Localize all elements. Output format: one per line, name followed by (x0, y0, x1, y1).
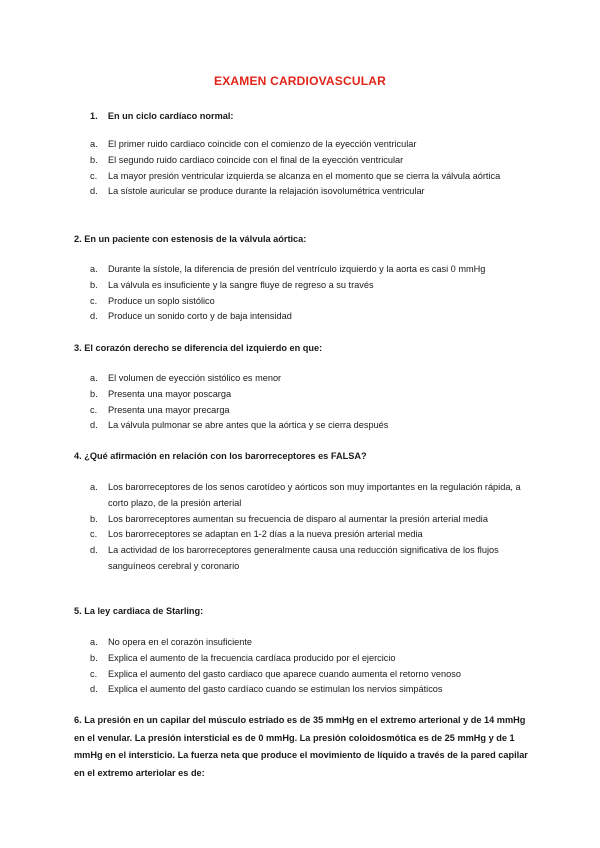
question-text: La ley cardiaca de Starling: (84, 606, 204, 616)
question-number: 4. (74, 451, 82, 461)
option-c: c. Presenta una mayor precarga (90, 404, 230, 415)
question-3 (74, 340, 544, 357)
option-d: d. La sístole auricular se produce durante la relajación isovolumétrica ventricular (90, 186, 425, 197)
option-b: b. Los barorreceptores aumentan su frecuencia de disparo al aumentar la presión arterial media (90, 513, 488, 524)
option-a: a. El primer ruido cardiaco coincide con el comienzo de la eyección ventricular (90, 139, 417, 149)
option-c: c. Explica el aumento del gasto cardiaco que aparece cuando aumenta el retorno venoso (90, 668, 461, 679)
option-a: a. Durante la sístole, la diferencia de presión del ventrículo izquierdo y la aorta es casi 0 mmHg (90, 264, 486, 274)
question-1-options (90, 137, 542, 200)
option-a: a. El volumen de eyección sistólico es menor (90, 373, 282, 383)
option-d: d. Explica el aumento del gasto cardíaco cuando se estimulan los nervios simpáticos (90, 684, 443, 695)
question-text: ¿Qué afirmación en relación con los barorreceptores es FALSA? (84, 451, 367, 461)
option-c: c. La mayor presión ventricular izquierda se alcanza en el momento que se cierra la válvula aórtica (90, 170, 501, 181)
question-6 (74, 712, 530, 782)
question-2 (74, 231, 544, 248)
question-text: En un ciclo cardíaco normal: (107, 111, 234, 121)
option-b: b. Explica el aumento de la frecuencia cardíaca producido por el ejercicio (90, 652, 396, 663)
question-4-options (90, 480, 542, 575)
option-b: b. El segundo ruido cardiaco coincide con el final de la eyección ventricular (90, 154, 404, 165)
question-3-options (90, 371, 542, 434)
question-number: 3. (74, 343, 82, 353)
question-5 (74, 603, 544, 620)
question-number: 2. (74, 234, 82, 244)
option-d: d. Produce un sonido corto y de baja intensidad (90, 311, 292, 322)
question-1 (90, 108, 560, 125)
option-b: b. Presenta una mayor poscarga (90, 388, 232, 399)
option-c: c. Produce un soplo sistólico (90, 295, 215, 306)
question-2-options (90, 262, 542, 325)
question-5-options (90, 635, 542, 698)
option-b: b. La válvula es insuficiente y la sangre fluye de regreso a su través (90, 279, 374, 290)
option-c: c. Los barorreceptores se adaptan en 1-2 días a la nueva presión arterial media (90, 529, 423, 540)
option-a: a. No opera en el corazón insuficiente (90, 637, 253, 647)
question-number: 6. (74, 715, 82, 725)
question-4 (74, 448, 544, 465)
question-number: 5. (74, 606, 82, 616)
question-text: El corazón derecho se diferencia del izquierdo en que: (84, 343, 323, 353)
question-text: En un paciente con estenosis de la válvula aórtica: (84, 234, 307, 244)
option-a: a. Los barorreceptores de los senos carotídeo y aórticos son muy importantes en la regulación rápida, a corto plazo, de la presión arterial (90, 482, 521, 508)
question-text: La presión en un capilar del músculo estriado es de 35 mmHg en el extremo arterional y de 14 mmHg en el venular. La presión intersticial es de 0 mmHg. La presión coloidosmótica es de 25 mmHg y de 1 mmHg en el intersticio. La fuerza neta que produce el movimiento de líquido a través de la pared capilar en el extremo arteriolar es de: (74, 715, 528, 778)
exam-title: EXAMEN CARDIOVASCULAR (214, 74, 386, 88)
option-d: d. La válvula pulmonar se abre antes que la aórtica y se cierra después (90, 420, 389, 431)
option-d: d. La actividad de los barorreceptores generalmente causa una reducción significativa de los flujos sanguíneos cerebral y coronario (90, 545, 499, 571)
question-number: 1. (90, 111, 98, 121)
